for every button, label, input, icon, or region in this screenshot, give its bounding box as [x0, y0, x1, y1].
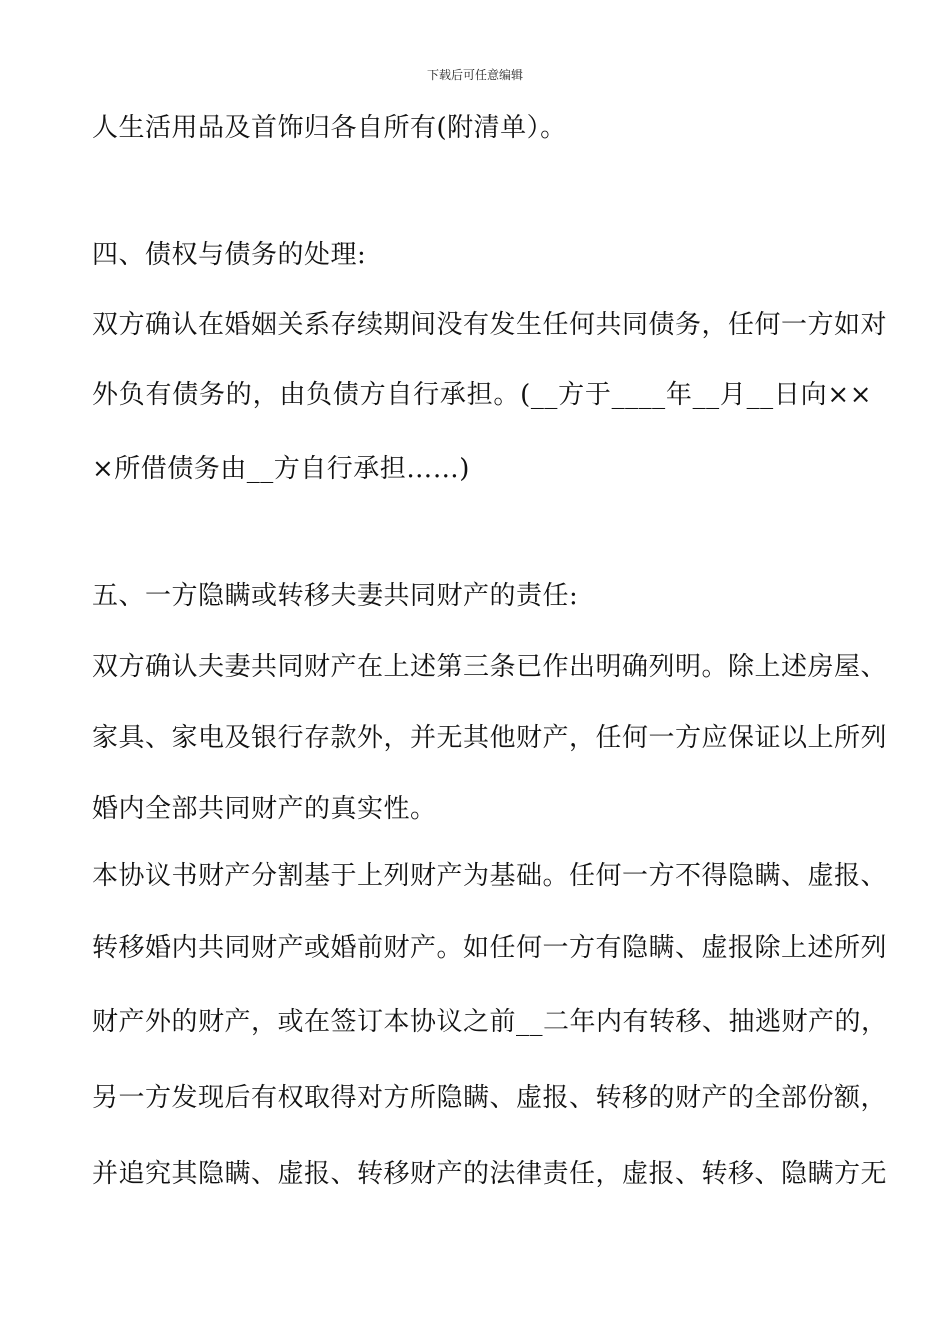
paragraph-line: 外负有债务的，由负债方自行承担。(__方于____年__月__日向××	[92, 380, 872, 410]
paragraph-line: 财产外的财产，或在签订本协议之前__二年内有转移、抽逃财产的，	[92, 1007, 888, 1037]
paragraph-line: 人生活用品及首饰归各自所有(附清单）。	[92, 113, 567, 143]
section-heading: 四、债权与债务的处理:	[92, 240, 367, 270]
paragraph-line: 另一方发现后有权取得对方所隐瞒、虚报、转移的财产的全部份额，	[92, 1083, 888, 1113]
paragraph-line: 转移婚内共同财产或婚前财产。如任何一方有隐瞒、虚报除上述所列	[92, 933, 888, 963]
paragraph-line: 双方确认在婚姻关系存续期间没有发生任何共同债务，任何一方如对	[92, 310, 888, 340]
paragraph-line: ×所借债务由__方自行承担……)	[92, 454, 470, 484]
page-header-note: 下载后可任意编辑	[426, 68, 523, 82]
paragraph-line: 双方确认夫妻共同财产在上述第三条已作出明确列明。除上述房屋、	[92, 652, 888, 682]
section-heading: 五、一方隐瞒或转移夫妻共同财产的责任:	[92, 581, 579, 611]
paragraph-line: 并追究其隐瞒、虚报、转移财产的法律责任，虚报、转移、隐瞒方无	[92, 1159, 888, 1189]
paragraph-line: 家具、家电及银行存款外，并无其他财产，任何一方应保证以上所列	[92, 723, 888, 753]
paragraph-line: 婚内全部共同财产的真实性。	[92, 794, 437, 824]
paragraph-line: 本协议书财产分割基于上列财产为基础。任何一方不得隐瞒、虚报、	[92, 861, 888, 891]
